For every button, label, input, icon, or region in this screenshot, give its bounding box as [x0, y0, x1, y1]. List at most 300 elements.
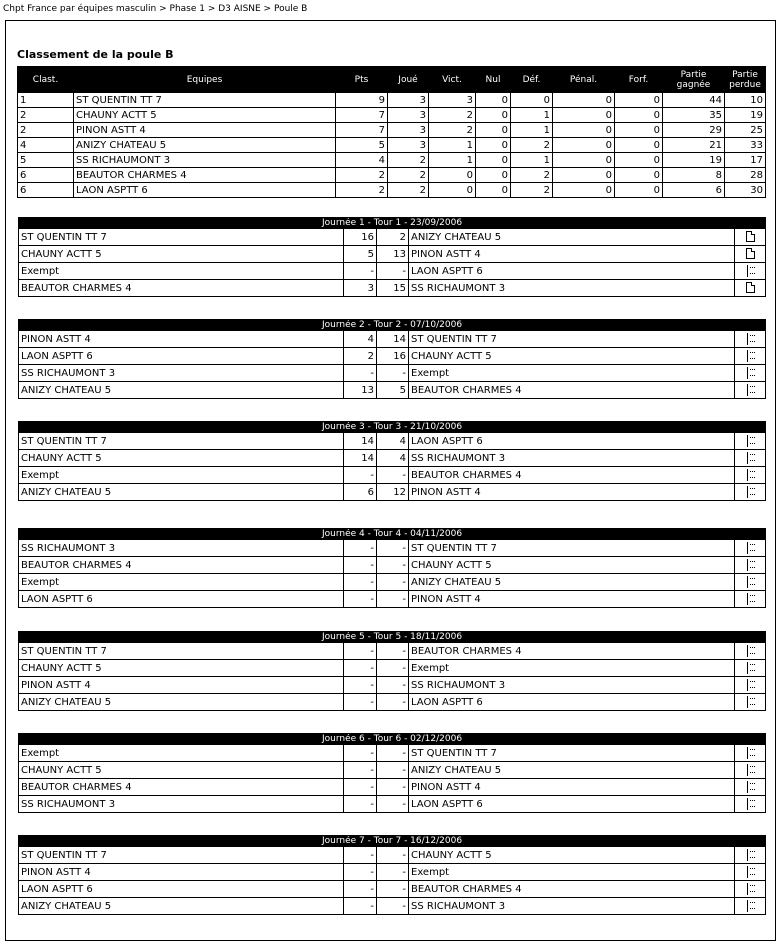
- home-team: Exempt: [19, 574, 344, 591]
- stat-cell: 3: [429, 93, 476, 108]
- match-row: [19, 246, 766, 263]
- stat-cell: 0: [429, 168, 476, 183]
- home-team: LAON ASPTT 6: [19, 591, 344, 608]
- rank-cell: 1: [18, 93, 74, 108]
- stat-cell: 1: [511, 123, 553, 138]
- rank-cell: 6: [18, 183, 74, 198]
- match-sheet-cell[interactable]: [735, 574, 766, 591]
- away-team: LAON ASPTT 6: [409, 263, 735, 280]
- away-score: -: [377, 365, 409, 382]
- team-name: ST QUENTIN TT 7: [74, 93, 336, 108]
- match-row: [19, 864, 766, 881]
- away-team: PINON ASTT 4: [409, 591, 735, 608]
- away-team: LAON ASPTT 6: [409, 796, 735, 813]
- home-score: 3: [344, 280, 377, 297]
- table-row: [18, 153, 766, 168]
- breadcrumb: Chpt France par équipes masculin > Phase 1 > D3 AISNE > Poule B: [3, 4, 308, 14]
- header-games-lost: Partie perdue: [725, 67, 766, 93]
- pending-icon[interactable]: [745, 764, 756, 776]
- stat-cell: 6: [663, 183, 725, 198]
- match-day-table: [18, 835, 766, 915]
- match-row: [19, 796, 766, 813]
- stat-cell: 0: [511, 93, 553, 108]
- stat-cell: 1: [429, 153, 476, 168]
- pending-icon[interactable]: [745, 645, 756, 657]
- stat-cell: 0: [476, 168, 511, 183]
- stat-cell: 33: [725, 138, 766, 153]
- match-row: [19, 660, 766, 677]
- stat-cell: 0: [615, 168, 663, 183]
- stat-cell: 0: [615, 108, 663, 123]
- home-team: PINON ASTT 4: [19, 864, 344, 881]
- team-name: CHAUNY ACTT 5: [74, 108, 336, 123]
- home-team: SS RICHAUMONT 3: [19, 796, 344, 813]
- doc-icon[interactable]: [746, 231, 755, 242]
- away-score: -: [377, 847, 409, 864]
- pending-icon[interactable]: [745, 384, 756, 396]
- match-sheet-cell[interactable]: [735, 246, 766, 263]
- away-team: Exempt: [409, 365, 735, 382]
- home-score: -: [344, 540, 377, 557]
- home-score: -: [344, 694, 377, 711]
- match-row: [19, 433, 766, 450]
- stat-cell: 19: [663, 153, 725, 168]
- home-team: PINON ASTT 4: [19, 677, 344, 694]
- away-score: -: [377, 557, 409, 574]
- stat-cell: 0: [476, 153, 511, 168]
- match-sheet-cell[interactable]: [735, 677, 766, 694]
- stat-cell: 21: [663, 138, 725, 153]
- stat-cell: 9: [336, 93, 388, 108]
- stat-cell: 2: [511, 183, 553, 198]
- stat-cell: 0: [615, 153, 663, 168]
- stat-cell: 0: [553, 108, 615, 123]
- stat-cell: 2: [429, 123, 476, 138]
- pending-icon[interactable]: [745, 662, 756, 674]
- match-sheet-cell[interactable]: [735, 762, 766, 779]
- header-points: Pts: [336, 67, 388, 93]
- home-team: CHAUNY ACTT 5: [19, 762, 344, 779]
- stat-cell: 0: [553, 93, 615, 108]
- team-name: ANIZY CHATEAU 5: [74, 138, 336, 153]
- match-sheet-cell[interactable]: [735, 382, 766, 399]
- home-team: LAON ASPTT 6: [19, 348, 344, 365]
- stat-cell: 2: [388, 153, 429, 168]
- match-day-title: Journée 3 - Tour 3 - 21/10/2006: [19, 422, 766, 433]
- team-name: LAON ASPTT 6: [74, 183, 336, 198]
- home-score: 16: [344, 229, 377, 246]
- header-played: Joué: [388, 67, 429, 93]
- stat-cell: 17: [725, 153, 766, 168]
- pending-icon[interactable]: [745, 866, 756, 878]
- away-score: -: [377, 574, 409, 591]
- pending-icon[interactable]: [745, 798, 756, 810]
- match-row: [19, 263, 766, 280]
- home-score: 6: [344, 484, 377, 501]
- away-score: -: [377, 660, 409, 677]
- away-score: -: [377, 881, 409, 898]
- away-team: ANIZY CHATEAU 5: [409, 574, 735, 591]
- pending-icon[interactable]: [745, 486, 756, 498]
- table-row: [18, 183, 766, 198]
- match-row: [19, 779, 766, 796]
- home-score: 5: [344, 246, 377, 263]
- away-score: 14: [377, 331, 409, 348]
- match-sheet-cell[interactable]: [735, 365, 766, 382]
- header-penalties: Pénal.: [553, 67, 615, 93]
- away-score: -: [377, 677, 409, 694]
- home-team: ANIZY CHATEAU 5: [19, 382, 344, 399]
- match-sheet-cell[interactable]: [735, 348, 766, 365]
- match-sheet-cell[interactable]: [735, 847, 766, 864]
- match-row: [19, 745, 766, 762]
- home-score: -: [344, 643, 377, 660]
- pending-icon[interactable]: [745, 265, 756, 277]
- table-row: [18, 123, 766, 138]
- match-sheet-cell[interactable]: [735, 433, 766, 450]
- pending-icon[interactable]: [745, 542, 756, 554]
- home-team: CHAUNY ACTT 5: [19, 450, 344, 467]
- home-score: -: [344, 574, 377, 591]
- match-day-title: Journée 6 - Tour 6 - 02/12/2006: [19, 734, 766, 745]
- match-sheet-cell[interactable]: [735, 660, 766, 677]
- away-team: ANIZY CHATEAU 5: [409, 229, 735, 246]
- match-day-table: [18, 217, 766, 297]
- page-title: Classement de la poule B: [17, 48, 174, 61]
- pending-icon[interactable]: [745, 333, 756, 345]
- match-sheet-cell[interactable]: [735, 881, 766, 898]
- away-team: Exempt: [409, 864, 735, 881]
- match-sheet-cell[interactable]: [735, 898, 766, 915]
- home-score: -: [344, 864, 377, 881]
- match-row: [19, 365, 766, 382]
- stat-cell: 0: [553, 138, 615, 153]
- away-team: BEAUTOR CHARMES 4: [409, 467, 735, 484]
- match-day-table: [18, 733, 766, 813]
- pending-icon[interactable]: [745, 679, 756, 691]
- away-score: 4: [377, 450, 409, 467]
- match-row: [19, 229, 766, 246]
- stat-cell: 5: [336, 138, 388, 153]
- pending-icon[interactable]: [745, 350, 756, 362]
- match-day-title: Journée 1 - Tour 1 - 23/09/2006: [19, 218, 766, 229]
- stat-cell: 19: [725, 108, 766, 123]
- home-score: -: [344, 677, 377, 694]
- away-team: ANIZY CHATEAU 5: [409, 762, 735, 779]
- rank-cell: 4: [18, 138, 74, 153]
- match-sheet-cell[interactable]: [735, 557, 766, 574]
- stat-cell: 0: [476, 123, 511, 138]
- rank-cell: 2: [18, 123, 74, 138]
- home-score: -: [344, 796, 377, 813]
- away-score: -: [377, 745, 409, 762]
- header-team: Equipes: [74, 67, 336, 93]
- stat-cell: 1: [511, 108, 553, 123]
- match-day-title: Journée 2 - Tour 2 - 07/10/2006: [19, 320, 766, 331]
- away-team: SS RICHAUMONT 3: [409, 898, 735, 915]
- away-score: 13: [377, 246, 409, 263]
- match-row: [19, 694, 766, 711]
- table-row: [18, 93, 766, 108]
- home-team: ST QUENTIN TT 7: [19, 643, 344, 660]
- home-team: BEAUTOR CHARMES 4: [19, 557, 344, 574]
- stat-cell: 3: [388, 138, 429, 153]
- match-row: [19, 898, 766, 915]
- away-team: LAON ASPTT 6: [409, 694, 735, 711]
- away-score: -: [377, 796, 409, 813]
- stat-cell: 0: [553, 123, 615, 138]
- home-score: 4: [344, 331, 377, 348]
- stat-cell: 10: [725, 93, 766, 108]
- home-score: -: [344, 745, 377, 762]
- home-score: -: [344, 779, 377, 796]
- away-team: SS RICHAUMONT 3: [409, 450, 735, 467]
- pending-icon[interactable]: [745, 849, 756, 861]
- stat-cell: 0: [553, 168, 615, 183]
- pending-icon[interactable]: [745, 883, 756, 895]
- home-score: -: [344, 898, 377, 915]
- stat-cell: 0: [553, 153, 615, 168]
- header-wins: Vict.: [429, 67, 476, 93]
- home-team: SS RICHAUMONT 3: [19, 365, 344, 382]
- home-team: Exempt: [19, 745, 344, 762]
- match-sheet-cell[interactable]: [735, 467, 766, 484]
- stat-cell: 7: [336, 108, 388, 123]
- match-day-table: [18, 421, 766, 501]
- match-sheet-cell[interactable]: [735, 450, 766, 467]
- home-team: ANIZY CHATEAU 5: [19, 898, 344, 915]
- match-row: [19, 847, 766, 864]
- home-score: -: [344, 762, 377, 779]
- stat-cell: 0: [476, 93, 511, 108]
- away-team: LAON ASPTT 6: [409, 433, 735, 450]
- stat-cell: 0: [476, 108, 511, 123]
- away-team: CHAUNY ACTT 5: [409, 557, 735, 574]
- match-row: [19, 591, 766, 608]
- home-team: Exempt: [19, 467, 344, 484]
- away-score: 5: [377, 382, 409, 399]
- match-row: [19, 382, 766, 399]
- pending-icon[interactable]: [745, 900, 756, 912]
- team-name: PINON ASTT 4: [74, 123, 336, 138]
- match-day-table: [18, 528, 766, 608]
- home-team: ST QUENTIN TT 7: [19, 433, 344, 450]
- away-team: SS RICHAUMONT 3: [409, 677, 735, 694]
- match-row: [19, 280, 766, 297]
- match-sheet-cell[interactable]: [735, 484, 766, 501]
- match-row: [19, 557, 766, 574]
- away-team: PINON ASTT 4: [409, 484, 735, 501]
- stat-cell: 7: [336, 123, 388, 138]
- match-day-title: Journée 5 - Tour 5 - 18/11/2006: [19, 632, 766, 643]
- home-score: -: [344, 467, 377, 484]
- match-row: [19, 331, 766, 348]
- home-score: 2: [344, 348, 377, 365]
- match-day-table: [18, 319, 766, 399]
- match-row: [19, 484, 766, 501]
- away-team: SS RICHAUMONT 3: [409, 280, 735, 297]
- home-team: ST QUENTIN TT 7: [19, 229, 344, 246]
- pending-icon[interactable]: [745, 593, 756, 605]
- home-team: ANIZY CHATEAU 5: [19, 484, 344, 501]
- match-row: [19, 467, 766, 484]
- away-team: Exempt: [409, 660, 735, 677]
- away-score: -: [377, 864, 409, 881]
- away-score: 16: [377, 348, 409, 365]
- stat-cell: 29: [663, 123, 725, 138]
- stat-cell: 2: [336, 183, 388, 198]
- header-games-won: Partie gagnée: [663, 67, 725, 93]
- home-team: BEAUTOR CHARMES 4: [19, 280, 344, 297]
- home-team: Exempt: [19, 263, 344, 280]
- match-sheet-cell[interactable]: [735, 643, 766, 660]
- match-row: [19, 643, 766, 660]
- stat-cell: 0: [615, 93, 663, 108]
- away-score: 4: [377, 433, 409, 450]
- stat-cell: 35: [663, 108, 725, 123]
- away-team: BEAUTOR CHARMES 4: [409, 643, 735, 660]
- away-score: -: [377, 898, 409, 915]
- stat-cell: 30: [725, 183, 766, 198]
- away-score: 2: [377, 229, 409, 246]
- match-row: [19, 881, 766, 898]
- home-team: ANIZY CHATEAU 5: [19, 694, 344, 711]
- home-team: BEAUTOR CHARMES 4: [19, 779, 344, 796]
- stat-cell: 8: [663, 168, 725, 183]
- match-row: [19, 677, 766, 694]
- doc-icon[interactable]: [746, 282, 755, 293]
- pending-icon[interactable]: [745, 435, 756, 447]
- match-row: [19, 450, 766, 467]
- home-score: 13: [344, 382, 377, 399]
- match-row: [19, 540, 766, 557]
- away-score: -: [377, 591, 409, 608]
- home-score: -: [344, 365, 377, 382]
- match-day-title: Journée 7 - Tour 7 - 16/12/2006: [19, 836, 766, 847]
- away-team: ST QUENTIN TT 7: [409, 331, 735, 348]
- stat-cell: 2: [388, 183, 429, 198]
- team-name: BEAUTOR CHARMES 4: [74, 168, 336, 183]
- stat-cell: 0: [476, 138, 511, 153]
- table-row: [18, 108, 766, 123]
- stat-cell: 2: [429, 108, 476, 123]
- header-forfeits: Forf.: [615, 67, 663, 93]
- pending-icon[interactable]: [745, 559, 756, 571]
- rank-cell: 5: [18, 153, 74, 168]
- away-team: PINON ASTT 4: [409, 246, 735, 263]
- away-team: ST QUENTIN TT 7: [409, 540, 735, 557]
- home-team: LAON ASPTT 6: [19, 881, 344, 898]
- pending-icon[interactable]: [745, 747, 756, 759]
- home-team: CHAUNY ACTT 5: [19, 246, 344, 263]
- doc-icon[interactable]: [746, 248, 755, 259]
- home-team: ST QUENTIN TT 7: [19, 847, 344, 864]
- away-team: BEAUTOR CHARMES 4: [409, 382, 735, 399]
- stat-cell: 2: [511, 138, 553, 153]
- table-row: [18, 168, 766, 183]
- match-sheet-cell[interactable]: [735, 779, 766, 796]
- match-row: [19, 762, 766, 779]
- away-score: -: [377, 263, 409, 280]
- away-score: 12: [377, 484, 409, 501]
- stat-cell: 0: [615, 138, 663, 153]
- pending-icon[interactable]: [745, 576, 756, 588]
- stat-cell: 3: [388, 93, 429, 108]
- match-sheet-cell[interactable]: [735, 591, 766, 608]
- pending-icon[interactable]: [745, 696, 756, 708]
- match-sheet-cell[interactable]: [735, 331, 766, 348]
- stat-cell: 2: [388, 168, 429, 183]
- away-team: CHAUNY ACTT 5: [409, 348, 735, 365]
- match-day-title: Journée 4 - Tour 4 - 04/11/2006: [19, 529, 766, 540]
- away-score: -: [377, 467, 409, 484]
- stat-cell: 1: [429, 138, 476, 153]
- away-score: -: [377, 643, 409, 660]
- match-sheet-cell[interactable]: [735, 263, 766, 280]
- stat-cell: 44: [663, 93, 725, 108]
- away-score: -: [377, 779, 409, 796]
- match-sheet-cell[interactable]: [735, 796, 766, 813]
- pending-icon[interactable]: [745, 469, 756, 481]
- match-sheet-cell[interactable]: [735, 229, 766, 246]
- stat-cell: 2: [336, 168, 388, 183]
- match-sheet-cell[interactable]: [735, 864, 766, 881]
- match-sheet-cell[interactable]: [735, 540, 766, 557]
- home-team: CHAUNY ACTT 5: [19, 660, 344, 677]
- away-score: -: [377, 694, 409, 711]
- stat-cell: 0: [615, 123, 663, 138]
- home-score: -: [344, 557, 377, 574]
- match-row: [19, 348, 766, 365]
- match-sheet-cell[interactable]: [735, 280, 766, 297]
- match-row: [19, 574, 766, 591]
- away-team: ST QUENTIN TT 7: [409, 745, 735, 762]
- stat-cell: 25: [725, 123, 766, 138]
- stat-cell: 2: [511, 168, 553, 183]
- home-score: -: [344, 263, 377, 280]
- away-score: 15: [377, 280, 409, 297]
- home-team: PINON ASTT 4: [19, 331, 344, 348]
- away-score: -: [377, 540, 409, 557]
- standings-table: [17, 66, 766, 198]
- home-score: -: [344, 660, 377, 677]
- pending-icon[interactable]: [745, 781, 756, 793]
- header-rank: Clast.: [18, 67, 74, 93]
- header-draws: Nul: [476, 67, 511, 93]
- pending-icon[interactable]: [745, 367, 756, 379]
- stat-cell: 0: [615, 183, 663, 198]
- match-sheet-cell[interactable]: [735, 745, 766, 762]
- away-score: -: [377, 762, 409, 779]
- stat-cell: 0: [429, 183, 476, 198]
- stat-cell: 1: [511, 153, 553, 168]
- away-team: CHAUNY ACTT 5: [409, 847, 735, 864]
- home-team: SS RICHAUMONT 3: [19, 540, 344, 557]
- home-score: 14: [344, 450, 377, 467]
- stat-cell: 4: [336, 153, 388, 168]
- stat-cell: 28: [725, 168, 766, 183]
- home-score: -: [344, 881, 377, 898]
- match-sheet-cell[interactable]: [735, 694, 766, 711]
- home-score: -: [344, 847, 377, 864]
- pending-icon[interactable]: [745, 452, 756, 464]
- team-name: SS RICHAUMONT 3: [74, 153, 336, 168]
- table-row: [18, 138, 766, 153]
- away-team: PINON ASTT 4: [409, 779, 735, 796]
- home-score: -: [344, 591, 377, 608]
- stat-cell: 0: [553, 183, 615, 198]
- rank-cell: 6: [18, 168, 74, 183]
